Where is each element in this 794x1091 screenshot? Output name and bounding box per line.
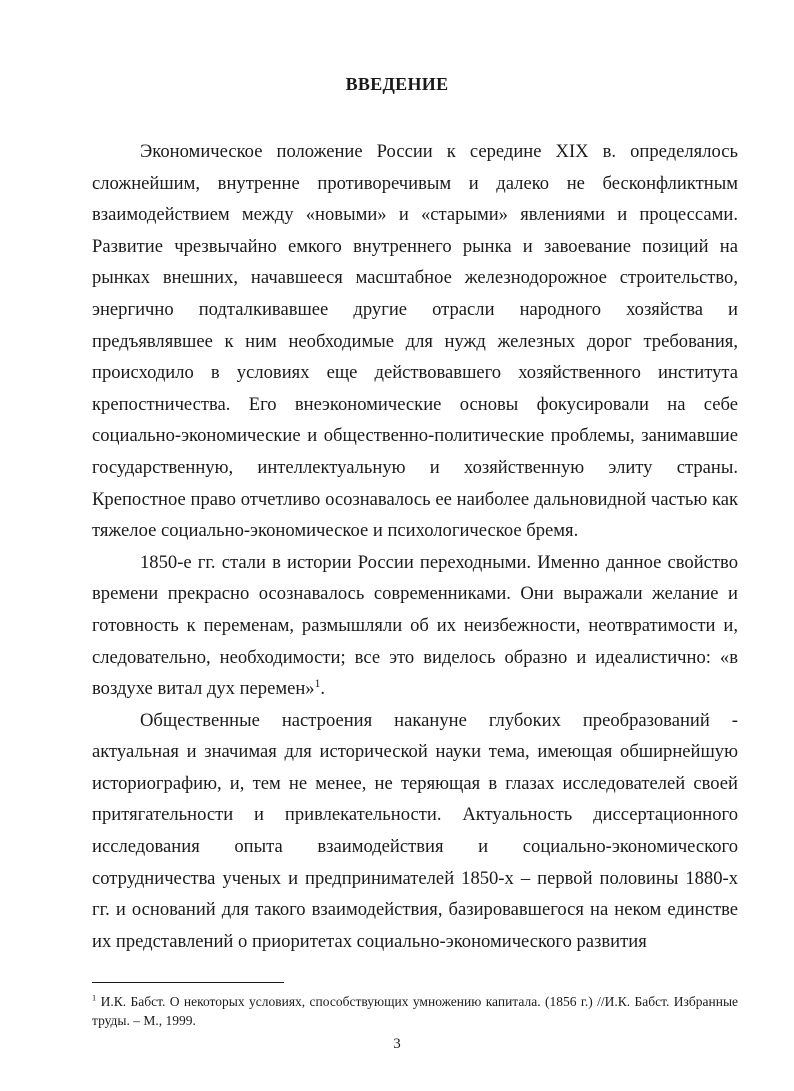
paragraph-3: Общественные настроения накануне глубоких преобразований - актуальная и значимая для исторической науки тема, имеющая обширнейшую историографию, и, тем не менее, не теряющая в глазах исследователей своей притягательности и привлекательности. Актуальность диссертационного исследования опыта взаимодействия и социально-экономического сотрудничества ученых и предпринимателей 1850-х – первой половины 1880-х гг. и оснований для такого взаимодействия, базировавшегося на неком единстве их представлений о приоритетах социально-экономического развития — [92, 709, 738, 952]
paragraph-2 — [92, 547, 738, 705]
paragraph-2-text: 1850-е гг. стали в истории России переходными. Именно данное свойство времени прекрасно осознавалось современниками. Они выражали желание и готовность к переменам, размышляли об их неизбежности, неотвратимости и, следовательно, необходимости; все это виделось образно и идеалистично: «в воздухе витал дух перемен» — [92, 551, 738, 700]
paragraph-1: Экономическое положение России к середине XIX в. определялось сложнейшим, внутренне противоречивым и далеко не бесконфликтным взаимодействием между «новыми» и «старыми» явлениями и процессами. Развитие чрезвычайно емкого внутреннего рынка и завоевание позиций на рынках внешних, начавшееся масштабное железнодорожное строительство, энергично подталкивавшее другие отрасли народного хозяйства и предъявлявшее к ним необходимые для нужд железных дорог требования, происходило в условиях еще действовавшего хозяйственного института крепостничества. Его внеэкономические основы фокусировали на себе социально-экономические и общественно-политические проблемы, занимавшие государственную, интеллектуальную и хозяйственную элиту страны. Крепостное право отчетливо осознавалось ее наиболее дальновидной частью как тяжелое социально-экономическое и психологическое бремя. — [92, 141, 738, 542]
footnote-reference: 1 — [314, 677, 321, 690]
paragraph-2-end: . — [320, 678, 326, 700]
page-title: ВВЕДЕНИЕ — [345, 74, 449, 94]
footnote-separator — [92, 982, 284, 983]
main-text — [92, 136, 738, 957]
footnote-marker: 1 — [92, 993, 97, 1003]
footnote-text: И.К. Бабст. О некоторых условиях, способствующих умножению капитала. (1856 г.) //И.К. Бабст. Избранные труды. – М., 1999. — [92, 994, 739, 1028]
page-number: 3 — [393, 1036, 401, 1052]
footnote — [92, 992, 738, 1030]
